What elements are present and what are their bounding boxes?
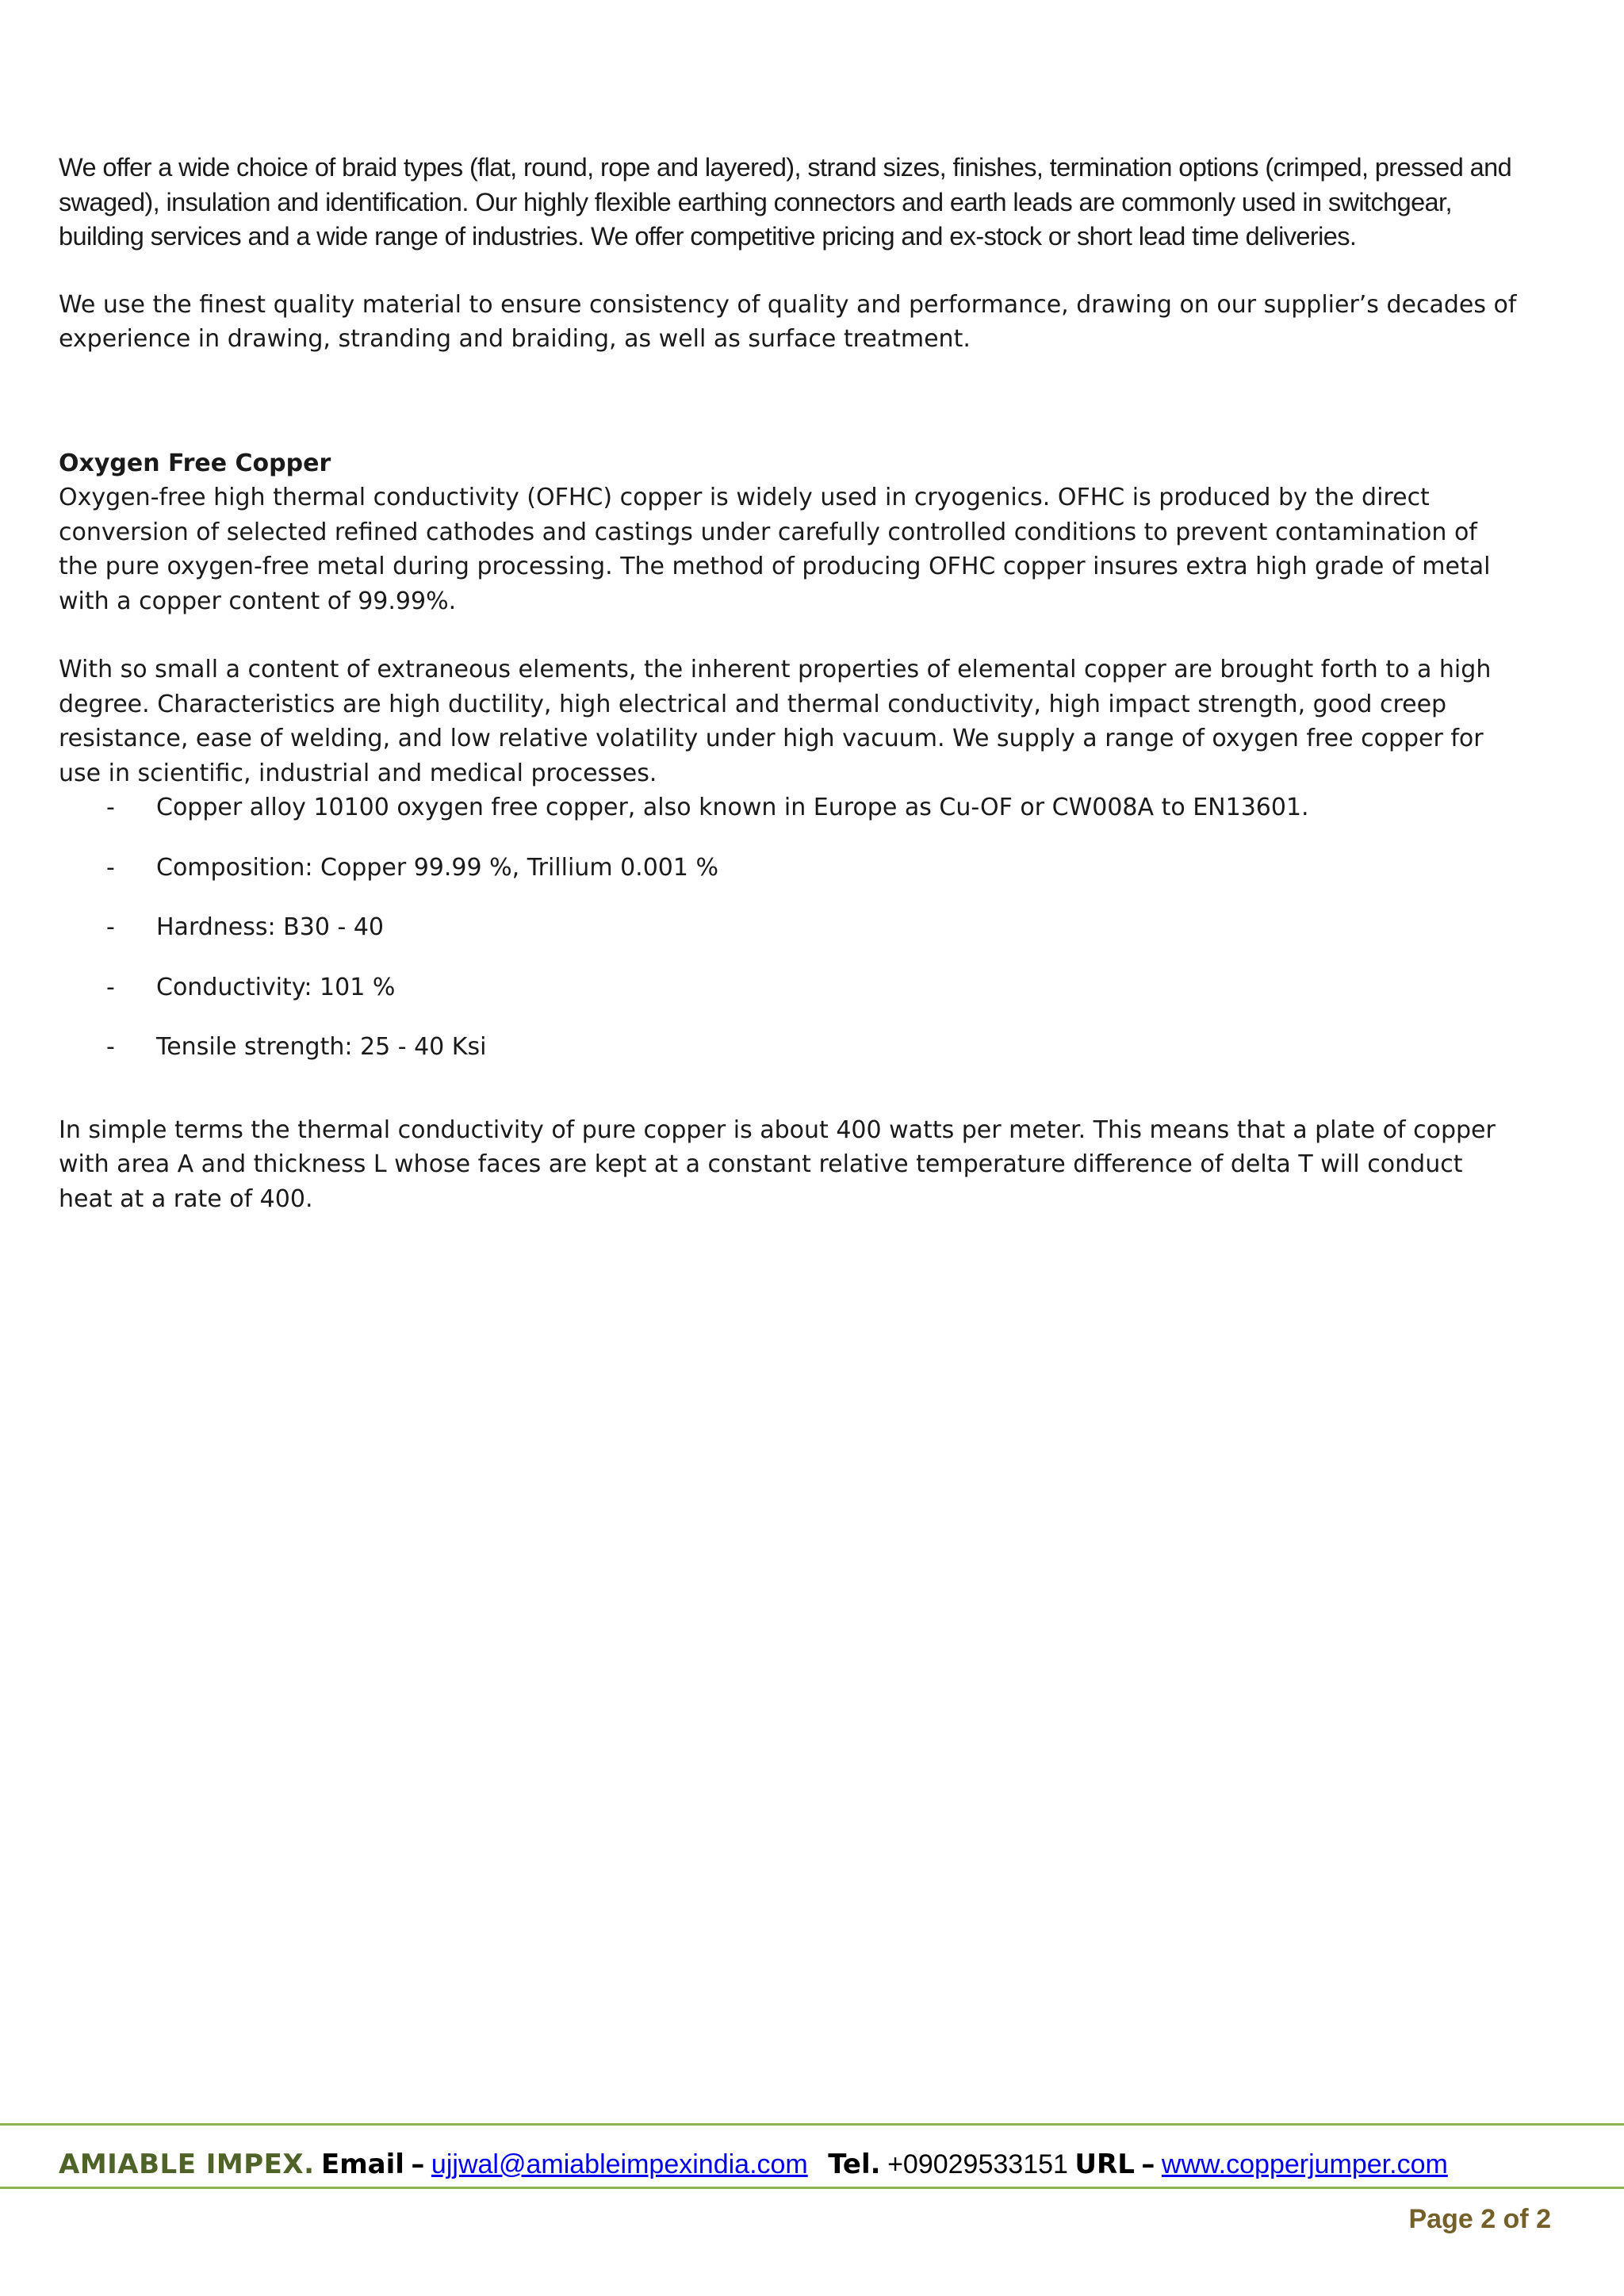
- url-separator: –: [1141, 2149, 1155, 2180]
- url-label: URL: [1074, 2149, 1135, 2180]
- quality-paragraph: We use the finest quality material to ensure consistency of quality and performance, drawing on our supplier’s decades of experience in drawing, stranding and braiding, as well as surface treatment.: [59, 290, 1517, 353]
- tel-label: Tel.: [828, 2149, 881, 2180]
- footer-contact-line: [59, 2147, 1448, 2183]
- footer-rule-bottom: [0, 2187, 1624, 2189]
- email-link[interactable]: ujjwal@amiableimpexindia.com: [431, 2149, 808, 2179]
- bullet-marker: -: [106, 913, 115, 941]
- bullet-marker: -: [106, 973, 115, 1001]
- ofhc-paragraph: Oxygen-free high thermal conductivity (OFHC) copper is widely used in cryogenics. OFHC is produced by the direct conversion of selected refined cathodes and castings under carefully controlled conditions to prevent contamination of the pure oxygen-free metal during processing. The method of producing OFHC copper insures extra high grade of metal with a copper content of 99.99%.: [59, 484, 1491, 615]
- intro-paragraph: We offer a wide choice of braid types (flat, round, rope and layered), strand sizes, finishes, termination options (crimped, pressed and swaged), insulation and identification. Our highly flexible earthing connectors and earth leads are commonly used in switchgear, building services and a wide range of industries. We offer competitive pricing and ex-stock or short lead time deliveries.: [59, 153, 1512, 251]
- list-item-text: Tensile strength: 25 - 40 Ksi: [156, 1033, 487, 1061]
- list-item-text: Hardness: B30 - 40: [156, 913, 384, 941]
- list-item: [59, 970, 1518, 1005]
- document-body: [59, 151, 1518, 1216]
- list-item: [59, 851, 1518, 886]
- properties-paragraph: With so small a content of extraneous elements, the inherent properties of elemental copper are brought forth to a high degree. Characteristics are high ductility, high electrical and thermal conductivity, high impact strength, good creep resistance, ease of welding, and low relative volatility under high vacuum. We supply a range of oxygen free copper for use in scientific, industrial and medical processes.: [59, 656, 1492, 787]
- list-item-text: Copper alloy 10100 oxygen free copper, also known in Europe as Cu-OF or CW008A to EN13601.: [156, 794, 1309, 821]
- list-item: [59, 1030, 1518, 1065]
- thermal-paragraph: In simple terms the thermal conductivity of pure copper is about 400 watts per meter. This means that a plate of copper with area A and thickness L whose faces are kept at a constant relative temperature difference of delta T will conduct heat at a rate of 400.: [59, 1115, 1496, 1213]
- bullet-marker: -: [106, 853, 115, 882]
- url-link[interactable]: www.copperjumper.com: [1161, 2149, 1448, 2179]
- tel-number: +09029533151: [887, 2149, 1068, 2179]
- list-item-text: Conductivity: 101 %: [156, 973, 396, 1001]
- list-item-text: Composition: Copper 99.99 %, Trillium 0.001 %: [156, 853, 718, 882]
- list-item: [59, 910, 1518, 945]
- company-name: AMIABLE IMPEX.: [59, 2149, 315, 2180]
- page-number: Page 2 of 2: [1408, 2204, 1551, 2234]
- list-item: [59, 790, 1518, 825]
- bullet-marker: -: [106, 794, 115, 821]
- bullet-marker: -: [106, 1033, 115, 1061]
- specifications-list: [59, 790, 1518, 1065]
- section-heading: Oxygen Free Copper: [59, 449, 331, 477]
- footer-rule-top: [0, 2123, 1624, 2126]
- email-label: Email: [321, 2149, 404, 2180]
- email-separator: –: [411, 2149, 425, 2180]
